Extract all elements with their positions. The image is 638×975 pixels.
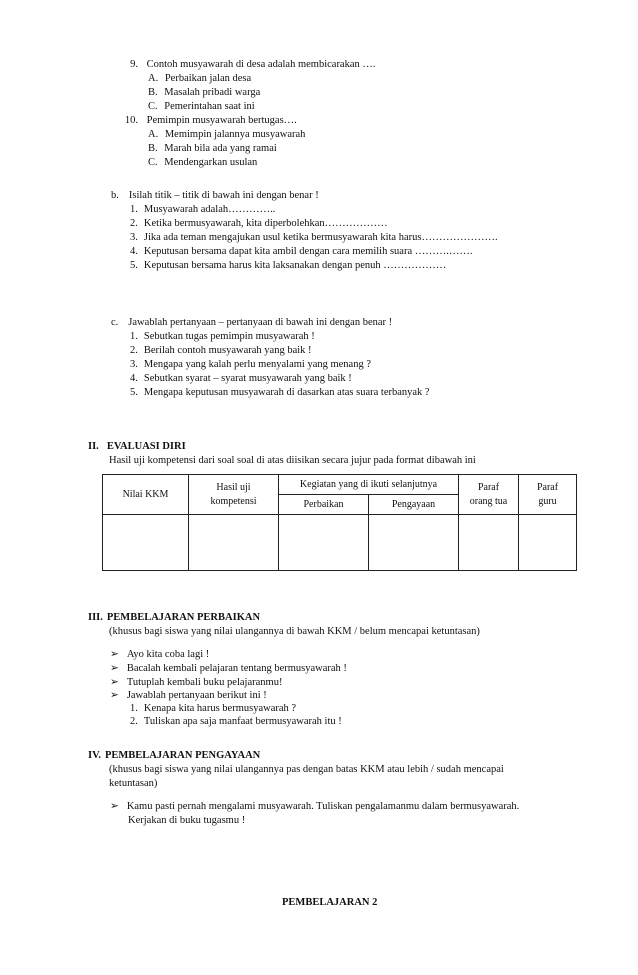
section-b-heading: b. Isilah titik – titik di bawah ini dengan benar !	[111, 190, 319, 201]
option: C. Mendengarkan usulan	[148, 157, 258, 168]
option: B. Marah bila ada yang ramai	[148, 143, 277, 154]
table-cell[interactable]	[459, 515, 519, 571]
header-pengayaan: Pengayaan	[369, 495, 459, 515]
table-cell[interactable]	[279, 515, 369, 571]
table-row	[103, 515, 577, 571]
question-10	[116, 115, 297, 127]
list-item: 2. Berilah contoh musyawarah yang baik !	[130, 345, 312, 356]
self-evaluation-table	[102, 474, 577, 571]
header-hasil-uji: Hasil uji kompetensi	[189, 475, 279, 515]
section-iv-description: (khusus bagi siswa yang nilai ulangannya pas dengan batas KKM atau lebih / sudah mencapai	[109, 764, 504, 775]
list-item: 5. Keputusan bersama harus kita laksanakan dengan penuh ………………	[130, 260, 447, 271]
bullet-item: ➢ Bacalah kembali pelajaran tentang bermusyawarah !	[110, 663, 347, 674]
bullet-item: ➢ Tutuplah kembali buku pelajaranmu!	[110, 677, 283, 688]
section-c-heading: c. Jawablah pertanyaan – pertanyaan di bawah ini dengan benar !	[111, 317, 393, 328]
question-9	[116, 59, 376, 71]
list-item: 2. Tuliskan apa saja manfaat bermusyawarah itu !	[130, 716, 342, 727]
arrow-bullet-icon: ➢	[110, 677, 119, 688]
section-iii-description: (khusus bagi siswa yang nilai ulangannya di bawah KKM / belum mencapai ketuntasan)	[109, 626, 480, 637]
list-item: 4. Sebutkan syarat – syarat musyawarah yang baik !	[130, 373, 352, 384]
section-ii-description: Hasil uji kompetensi dari soal soal di atas diisikan secara jujur pada format dibawah ini	[109, 455, 476, 466]
bullet-item: ➢ Jawablah pertanyaan berikut ini !	[110, 690, 267, 701]
question-text: Contoh musyawarah di desa adalah membicarakan ….	[146, 59, 376, 70]
bullet-item: ➢ Ayo kita coba lagi !	[110, 649, 210, 660]
option: A. Memimpin jalannya musyawarah	[148, 129, 306, 140]
list-item: 4. Keputusan bersama dapat kita ambil dengan cara memilih suara ……….…….	[130, 246, 473, 257]
header-kegiatan: Kegiatan yang di ikuti selanjutnya	[279, 475, 459, 495]
question-text: Pemimpin musyawarah bertugas….	[146, 115, 297, 126]
list-item: 1. Musyawarah adalah…………..	[130, 204, 276, 215]
bullet-item-cont: Kerjakan di buku tugasmu !	[128, 815, 246, 826]
list-item: 3. Jika ada teman mengajukan usul ketika bermusyawarah kita harus………………….	[130, 232, 498, 243]
list-item: 1. Kenapa kita harus bermusyawarah ?	[130, 703, 297, 714]
option: A. Perbaikan jalan desa	[148, 73, 252, 84]
question-number: 9.	[130, 59, 138, 70]
question-number: 10.	[124, 115, 138, 126]
list-item: 1. Sebutkan tugas pemimpin musyawarah !	[130, 331, 315, 342]
header-paraf-guru: Paraf guru	[519, 475, 577, 515]
section-ii-heading: II. EVALUASI DIRI	[88, 441, 186, 452]
table-cell[interactable]	[189, 515, 279, 571]
section-iv-heading: IV. PEMBELAJARAN PENGAYAAN	[88, 750, 261, 761]
section-iii-heading: III. PEMBELAJARAN PERBAIKAN	[88, 612, 261, 623]
list-item: 3. Mengapa yang kalah perlu menyalami yang menang ?	[130, 359, 371, 370]
arrow-bullet-icon: ➢	[110, 663, 119, 674]
header-perbaikan: Perbaikan	[279, 495, 369, 515]
section-iv-description-cont: ketuntasan)	[109, 778, 158, 789]
page-footer: PEMBELAJARAN 2	[282, 897, 378, 908]
arrow-bullet-icon: ➢	[110, 690, 119, 701]
arrow-bullet-icon: ➢	[110, 649, 119, 660]
bullet-item: ➢ Kamu pasti pernah mengalami musyawarah. Tuliskan pengalamanmu dalam bermusyawarah.	[110, 801, 520, 812]
arrow-bullet-icon: ➢	[110, 801, 119, 812]
table-cell[interactable]	[103, 515, 189, 571]
list-item: 2. Ketika bermusyawarah, kita diperbolehkan………………	[130, 218, 388, 229]
header-paraf-orang-tua: Paraf orang tua	[459, 475, 519, 515]
list-item: 5. Mengapa keputusan musyawarah di dasarkan atas suara terbanyak ?	[130, 387, 430, 398]
option: C. Pemerintahan saat ini	[148, 101, 255, 112]
header-nilai-kkm: Nilai KKM	[103, 475, 189, 515]
option: B. Masalah pribadi warga	[148, 87, 261, 98]
table-cell[interactable]	[369, 515, 459, 571]
table-cell[interactable]	[519, 515, 577, 571]
